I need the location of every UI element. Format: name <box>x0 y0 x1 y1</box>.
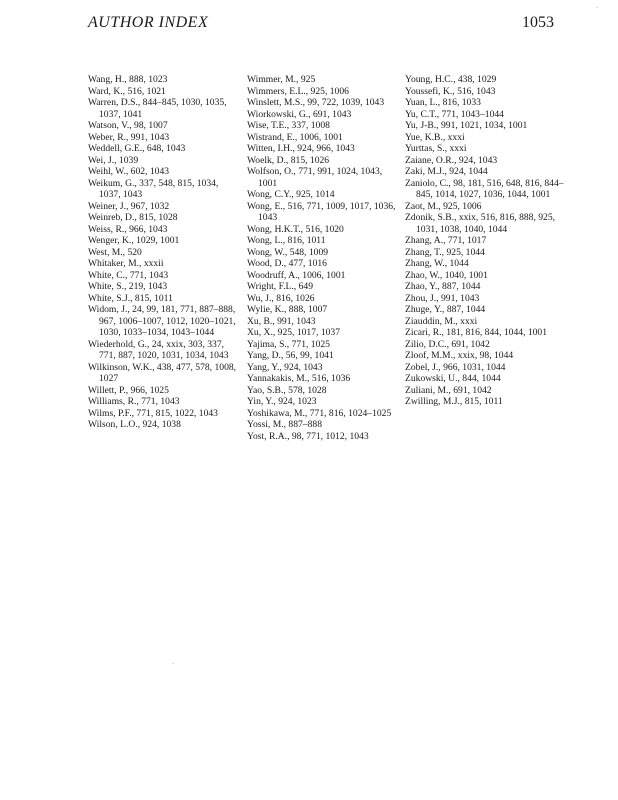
index-entry: Wimmers, E.L., 925, 1006 <box>247 85 349 97</box>
index-entry: Wu, J., 816, 1026 <box>247 292 315 304</box>
index-entry: Weiner, J., 967, 1032 <box>88 200 170 212</box>
index-column-2 <box>247 74 397 442</box>
index-column-1 <box>88 74 238 431</box>
index-entry: Zukowski, U., 844, 1044 <box>405 373 501 384</box>
index-entry: Wolfson, O., 771, 991, 1024, 1043, 1001 <box>247 166 383 189</box>
index-entry: Weiss, R., 966, 1043 <box>88 223 168 235</box>
index-entry: Yang, Y., 924, 1043 <box>247 361 323 373</box>
index-entry: Ziauddin, M., xxxi <box>405 315 478 327</box>
index-entry: Zaiane, O.R., 924, 1043 <box>405 154 498 166</box>
index-entry: Wong, H.K.T., 516, 1020 <box>247 223 344 235</box>
index-entry: Witten, I.H., 924, 966, 1043 <box>247 143 355 154</box>
index-entry: Zuliani, M., 691, 1042 <box>405 384 492 396</box>
scan-speck: · <box>172 660 175 668</box>
index-entry: Zhuge, Y., 887, 1044 <box>405 304 486 315</box>
index-entry: Zhang, W., 1044 <box>405 258 469 269</box>
index-entry: Wimmer, M., 925 <box>247 74 316 85</box>
index-entry: Willett, P., 966, 1025 <box>88 384 169 396</box>
index-entry: Yang, D., 56, 99, 1041 <box>247 350 334 361</box>
index-entry: Xu, X., 925, 1017, 1037 <box>247 327 341 338</box>
scan-speck: · <box>596 4 599 12</box>
index-entry: Yoshikawa, M., 771, 816, 1024–1025 <box>247 407 392 419</box>
index-entry: Wong, W., 548, 1009 <box>247 246 329 258</box>
index-entry: Yannakakis, M., 516, 1036 <box>247 373 351 384</box>
index-entry: Wiorkowski, G., 691, 1043 <box>247 108 352 120</box>
index-entry: Yu, C.T., 771, 1043–1044 <box>405 108 504 120</box>
index-entry: Zwilling, M.J., 815, 1011 <box>405 396 503 407</box>
index-entry: Weddell, G.E., 648, 1043 <box>88 143 186 154</box>
running-title: AUTHOR INDEX <box>88 14 209 31</box>
index-entry: Ward, K., 516, 1021 <box>88 85 166 97</box>
index-entry: Zicari, R., 181, 816, 844, 1044, 1001 <box>405 327 548 338</box>
index-entry: West, M., 520 <box>88 246 142 258</box>
index-entry: Zhou, J., 991, 1043 <box>405 292 480 304</box>
index-entry: White, S., 219, 1043 <box>88 281 168 292</box>
index-entry: Winslett, M.S., 99, 722, 1039, 1043 <box>247 97 385 108</box>
index-entry: Zaniolo, C., 98, 181, 516, 648, 816, 844–845, 1014, 1027, 1036, 1044, 1001 <box>405 177 564 200</box>
index-entry: Yao, S.B., 578, 1028 <box>247 384 327 396</box>
index-entry: Wong, L., 816, 1011 <box>247 235 326 246</box>
index-entry: Yin, Y., 924, 1023 <box>247 396 317 407</box>
index-entry: Zhang, T., 925, 1044 <box>405 246 485 258</box>
index-entry: Whitaker, M., xxxii <box>88 258 164 269</box>
index-entry: Wise, T.E., 337, 1008 <box>247 120 330 131</box>
index-entry: Wilkinson, W.K., 438, 477, 578, 1008, 1027 <box>88 361 237 384</box>
index-entry: Yost, R.A., 98, 771, 1012, 1043 <box>247 430 369 442</box>
index-entry: Zloof, M.M., xxix, 98, 1044 <box>405 350 514 361</box>
index-entry: Zhao, W., 1040, 1001 <box>405 269 488 281</box>
index-entry: Wylie, K., 888, 1007 <box>247 304 328 315</box>
page-header <box>88 14 554 38</box>
index-entry: Wang, H., 888, 1023 <box>88 74 168 85</box>
index-entry: Woodruff, A., 1006, 1001 <box>247 269 346 281</box>
index-entry: White, S.J., 815, 1011 <box>88 292 173 304</box>
index-entry: Zaki, M.J., 924, 1044 <box>405 166 488 177</box>
index-entry: Wong, E., 516, 771, 1009, 1017, 1036, 1043 <box>247 200 396 223</box>
index-entry: Watson, V., 98, 1007 <box>88 120 168 131</box>
index-entry: Wright, F.L., 649 <box>247 281 313 292</box>
index-entry: Wistrand, E., 1006, 1001 <box>247 131 343 143</box>
index-column-3 <box>405 74 565 408</box>
index-entry: Zdonik, S.B., xxix, 516, 816, 888, 925, 1031, 1038, 1040, 1044 <box>405 212 556 235</box>
index-entry: Weikum, G., 337, 548, 815, 1034, 1037, 1043 <box>88 177 219 200</box>
index-entry: Yajima, S., 771, 1025 <box>247 338 330 350</box>
index-entry: Yuan, L., 816, 1033 <box>405 97 481 108</box>
index-entry: Wiederhold, G., 24, xxix, 303, 337, 771, 887, 1020, 1031, 1034, 1043 <box>88 338 229 361</box>
index-entry: Yue, K.B., xxxi <box>405 131 465 143</box>
index-entry: Wood, D., 477, 1016 <box>247 258 327 269</box>
index-entry: Woelk, D., 815, 1026 <box>247 154 330 166</box>
index-entry: Wenger, K., 1029, 1001 <box>88 235 180 246</box>
index-entry: Yurttas, S., xxxi <box>405 143 467 154</box>
index-entry: Wong, C.Y., 925, 1014 <box>247 189 335 200</box>
index-entry: Warren, D.S., 844–845, 1030, 1035, 1037, 1041 <box>88 97 227 120</box>
index-entry: Wei, J., 1039 <box>88 154 139 166</box>
index-entry: Young, H.C., 438, 1029 <box>405 74 497 85</box>
index-entry: Widom, J., 24, 99, 181, 771, 887–888, 967, 1006–1007, 1012, 1020–1021, 1030, 1033–1034, 1043–1044 <box>88 304 236 338</box>
index-entry: White, C., 771, 1043 <box>88 269 169 281</box>
page-number: 1053 <box>522 14 554 31</box>
index-entry: Williams, R., 771, 1043 <box>88 396 180 407</box>
index-entry: Xu, B., 991, 1043 <box>247 315 316 327</box>
index-entry: Weinreb, D., 815, 1028 <box>88 212 178 223</box>
index-entry: Zhang, A., 771, 1017 <box>405 235 487 246</box>
index-entry: Weber, R., 991, 1043 <box>88 131 170 143</box>
index-entry: Wilson, L.O., 924, 1038 <box>88 419 181 430</box>
index-entry: Youssefi, K., 516, 1043 <box>405 85 496 97</box>
index-entry: Wilms, P.F., 771, 815, 1022, 1043 <box>88 407 218 419</box>
index-entry: Zhao, Y., 887, 1044 <box>405 281 481 292</box>
index-entry: Zaot, M., 925, 1006 <box>405 200 482 212</box>
index-entry: Yu, J-B., 991, 1021, 1034, 1001 <box>405 120 528 131</box>
index-entry: Weihl, W., 602, 1043 <box>88 166 170 177</box>
index-entry: Yossi, M., 887–888 <box>247 419 322 430</box>
index-entry: Zilio, D.C., 691, 1042 <box>405 338 490 350</box>
index-entry: Zobel, J., 966, 1031, 1044 <box>405 361 506 373</box>
